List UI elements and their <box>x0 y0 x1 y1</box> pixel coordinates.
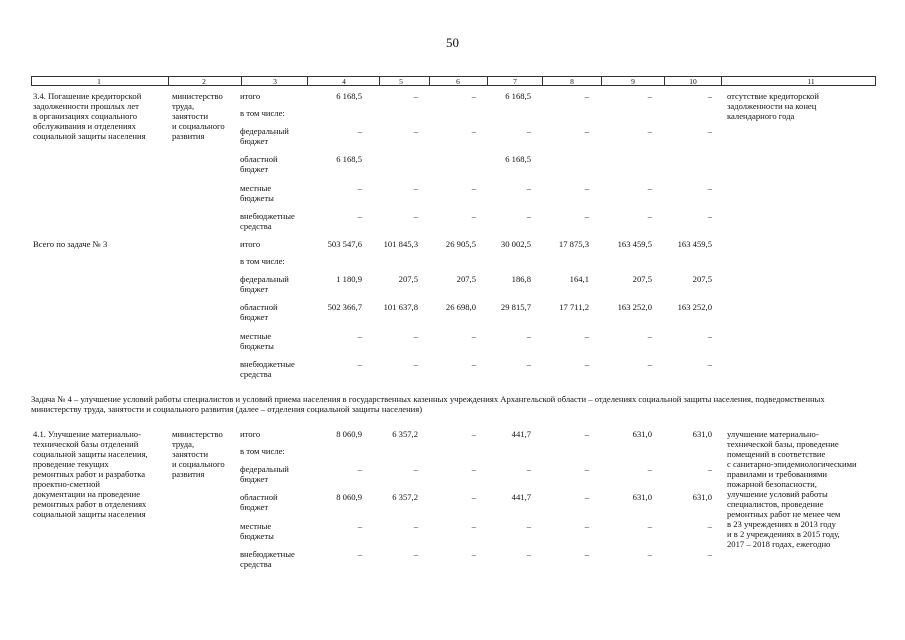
measure-name-line: Всего по задаче № 3 <box>33 239 108 249</box>
amount-cell: 186,8 <box>511 274 531 284</box>
column-number: 4 <box>342 77 346 86</box>
amount-cell: 441,7 <box>511 492 531 502</box>
funding-source-label: итого <box>240 429 261 439</box>
amount-cell: – <box>647 91 652 101</box>
funding-source-label: федеральный <box>240 464 289 474</box>
result-line: пожарной безопасности, <box>727 479 817 489</box>
funding-source-label: бюджет <box>240 312 269 322</box>
amount-cell: – <box>357 464 362 474</box>
amount-cell: 164,1 <box>569 274 589 284</box>
measure-name-line: ремонтных работ и разработка <box>33 469 146 479</box>
funding-source-label: внебюджетные <box>240 549 295 559</box>
amount-cell: 207,5 <box>632 274 652 284</box>
amount-cell: 101 845,3 <box>383 239 418 249</box>
amount-cell: 26 905,5 <box>445 239 476 249</box>
amount-cell: 631,0 <box>632 492 652 502</box>
amount-cell: – <box>413 549 418 559</box>
column-number: 2 <box>202 77 206 86</box>
funding-source-label: бюджет <box>240 284 269 294</box>
amount-cell: – <box>471 359 476 369</box>
amount-cell: – <box>471 521 476 531</box>
amount-cell: – <box>707 521 712 531</box>
measure-name-line: проведение текущих <box>33 459 109 469</box>
amount-cell: 6 357,2 <box>392 429 418 439</box>
result-line: технической базы, проведение <box>727 439 839 449</box>
executor-line: труда, <box>172 101 195 111</box>
page-number: 50 <box>446 35 459 50</box>
amount-cell: 163 252,0 <box>677 302 712 312</box>
amount-cell: 163 459,5 <box>617 239 652 249</box>
amount-cell: – <box>357 359 362 369</box>
amount-cell: – <box>357 183 362 193</box>
funding-source-label: бюджет <box>240 502 269 512</box>
amount-cell: – <box>647 549 652 559</box>
column-divider <box>429 77 430 85</box>
measure-name-line: 4.1. Улучшение материально- <box>33 429 141 439</box>
result-line: и в 2 учреждениях в 2015 году, <box>727 529 840 539</box>
amount-cell: 8 060,9 <box>336 492 362 502</box>
funding-source-label: федеральный <box>240 274 289 284</box>
amount-cell: 163 459,5 <box>677 239 712 249</box>
column-divider <box>307 77 308 85</box>
amount-cell: – <box>584 359 589 369</box>
result-line: улучшение материально- <box>727 429 819 439</box>
funding-source-label: в том числе: <box>240 446 285 456</box>
result-line: помещений в соответствие <box>727 449 826 459</box>
measure-name-line: социальной защиты населения <box>33 131 146 141</box>
amount-cell: 26 698,0 <box>445 302 476 312</box>
column-divider <box>601 77 602 85</box>
amount-cell: – <box>357 126 362 136</box>
amount-cell: – <box>584 91 589 101</box>
amount-cell: – <box>647 211 652 221</box>
funding-source-label: итого <box>240 239 261 249</box>
executor-line: занятости <box>172 449 209 459</box>
amount-cell: 6 168,5 <box>505 154 531 164</box>
amount-cell: 17 711,2 <box>559 302 589 312</box>
column-divider <box>168 77 169 85</box>
result-line: улучшение условий работы <box>727 489 828 499</box>
result-line: задолженности на конец <box>727 101 817 111</box>
funding-source-label: бюджеты <box>240 341 274 351</box>
executor-line: министерство <box>172 429 223 439</box>
executor-line: занятости <box>172 111 209 121</box>
funding-source-label: бюджет <box>240 136 269 146</box>
funding-source-label: областной <box>240 302 278 312</box>
amount-cell: – <box>471 549 476 559</box>
amount-cell: 1 180,9 <box>336 274 362 284</box>
executor-line: и социального <box>172 121 225 131</box>
amount-cell: 29 815,7 <box>500 302 531 312</box>
column-divider <box>379 77 380 85</box>
amount-cell: – <box>413 521 418 531</box>
funding-source-label: итого <box>240 91 261 101</box>
funding-source-label: областной <box>240 154 278 164</box>
amount-cell: – <box>584 549 589 559</box>
amount-cell: – <box>526 464 531 474</box>
column-divider <box>542 77 543 85</box>
funding-source-label: федеральный <box>240 126 289 136</box>
amount-cell: – <box>471 211 476 221</box>
funding-source-label: областной <box>240 492 278 502</box>
amount-cell: – <box>413 126 418 136</box>
funding-source-label: бюджет <box>240 164 269 174</box>
amount-cell: 503 547,6 <box>327 239 362 249</box>
amount-cell: – <box>707 183 712 193</box>
column-number: 11 <box>807 77 815 86</box>
amount-cell: – <box>647 331 652 341</box>
column-number: 6 <box>456 77 460 86</box>
column-divider <box>241 77 242 85</box>
amount-cell: – <box>526 126 531 136</box>
amount-cell: 502 366,7 <box>327 302 362 312</box>
column-number: 10 <box>689 77 697 86</box>
amount-cell: – <box>707 211 712 221</box>
amount-cell: – <box>584 429 589 439</box>
amount-cell: – <box>526 211 531 221</box>
measure-name-line: проектно-сметной <box>33 479 101 489</box>
column-number: 8 <box>570 77 574 86</box>
amount-cell: – <box>471 464 476 474</box>
amount-cell: – <box>584 521 589 531</box>
column-number: 7 <box>513 77 517 86</box>
column-number-header <box>31 76 876 86</box>
result-line: ремонтных работ не менее чем <box>727 509 841 519</box>
amount-cell: – <box>413 359 418 369</box>
measure-name-line: социальной защиты населения <box>33 509 146 519</box>
amount-cell: – <box>471 429 476 439</box>
executor-line: развития <box>172 469 205 479</box>
amount-cell: – <box>471 331 476 341</box>
amount-cell: – <box>357 549 362 559</box>
amount-cell: 17 875,3 <box>558 239 589 249</box>
amount-cell: – <box>526 521 531 531</box>
amount-cell: – <box>413 464 418 474</box>
measure-name-line: ремонтных работ в отделениях <box>33 499 147 509</box>
amount-cell: 6 168,5 <box>505 91 531 101</box>
amount-cell: 207,5 <box>456 274 476 284</box>
funding-source-label: бюджеты <box>240 531 274 541</box>
executor-line: и социального <box>172 459 225 469</box>
column-number: 1 <box>97 77 101 86</box>
amount-cell: – <box>413 211 418 221</box>
amount-cell: – <box>647 464 652 474</box>
amount-cell: – <box>357 211 362 221</box>
amount-cell: 101 637,8 <box>383 302 418 312</box>
funding-source-label: бюджет <box>240 474 269 484</box>
funding-source-label: бюджеты <box>240 193 274 203</box>
measure-name-line: задолженности прошлых лет <box>33 101 139 111</box>
funding-source-label: внебюджетные <box>240 359 295 369</box>
amount-cell: – <box>647 359 652 369</box>
executor-line: министерство <box>172 91 223 101</box>
result-line: 2017 – 2018 годах, ежегодно <box>727 539 831 549</box>
amount-cell: – <box>526 183 531 193</box>
amount-cell: – <box>647 126 652 136</box>
column-number: 9 <box>631 77 635 86</box>
amount-cell: 6 357,2 <box>392 492 418 502</box>
result-line: календарного года <box>727 111 795 121</box>
amount-cell: – <box>584 183 589 193</box>
measure-name-line: документации на проведение <box>33 489 141 499</box>
funding-source-label: внебюджетные <box>240 211 295 221</box>
executor-line: развития <box>172 131 205 141</box>
amount-cell: – <box>707 331 712 341</box>
amount-cell: 631,0 <box>692 492 712 502</box>
amount-cell: – <box>357 331 362 341</box>
amount-cell: – <box>584 492 589 502</box>
result-line: с санитарно-эпидемиологическими <box>727 459 857 469</box>
column-number: 3 <box>273 77 277 86</box>
measure-name-line: обслуживания и отделениях <box>33 121 136 131</box>
amount-cell: – <box>647 521 652 531</box>
amount-cell: – <box>471 91 476 101</box>
task-4-note: Задача № 4 – улучшение условий работы специалистов и условий приема населения в государственных казенных учреждениях Архангельской области – отделениях социальной защиты населения, подведомственных министерству труда, занятости и социального развития (далее – отделения социальной защиты населения) <box>31 394 825 414</box>
amount-cell: – <box>357 521 362 531</box>
amount-cell: – <box>707 549 712 559</box>
amount-cell: – <box>471 183 476 193</box>
amount-cell: – <box>526 549 531 559</box>
amount-cell: 163 252,0 <box>617 302 652 312</box>
funding-source-label: местные <box>240 521 272 531</box>
measure-name-line: социальной защиты населения, <box>33 449 148 459</box>
funding-source-label: в том числе: <box>240 256 285 266</box>
measure-name-line: в организациях социального <box>33 111 138 121</box>
funding-source-label: средства <box>240 369 272 379</box>
funding-source-label: средства <box>240 559 272 569</box>
executor-line: труда, <box>172 439 195 449</box>
amount-cell: 8 060,9 <box>336 429 362 439</box>
amount-cell: – <box>707 91 712 101</box>
amount-cell: – <box>707 126 712 136</box>
amount-cell: – <box>647 183 652 193</box>
amount-cell: – <box>584 126 589 136</box>
amount-cell: 30 002,5 <box>500 239 531 249</box>
amount-cell: – <box>526 359 531 369</box>
amount-cell: – <box>413 183 418 193</box>
column-number: 5 <box>399 77 403 86</box>
amount-cell: – <box>413 91 418 101</box>
measure-name-line: 3.4. Погашение кредиторской <box>33 91 142 101</box>
amount-cell: – <box>526 331 531 341</box>
amount-cell: – <box>413 331 418 341</box>
amount-cell: 441,7 <box>511 429 531 439</box>
amount-cell: – <box>584 464 589 474</box>
funding-source-label: средства <box>240 221 272 231</box>
amount-cell: 207,5 <box>692 274 712 284</box>
result-line: отсутствие кредиторской <box>727 91 819 101</box>
column-divider <box>487 77 488 85</box>
result-line: специалистов, проведение <box>727 499 824 509</box>
amount-cell: 6 168,5 <box>336 154 362 164</box>
measure-name-line: технической базы отделений <box>33 439 139 449</box>
amount-cell: 6 168,5 <box>336 91 362 101</box>
funding-source-label: местные <box>240 331 272 341</box>
amount-cell: – <box>471 492 476 502</box>
result-line: в 23 учреждениях в 2013 году <box>727 519 836 529</box>
result-line: правилами и требованиями <box>727 469 827 479</box>
funding-source-label: местные <box>240 183 272 193</box>
amount-cell: – <box>707 464 712 474</box>
funding-source-label: в том числе: <box>240 108 285 118</box>
amount-cell: – <box>471 126 476 136</box>
amount-cell: – <box>584 211 589 221</box>
amount-cell: 207,5 <box>398 274 418 284</box>
amount-cell: – <box>707 359 712 369</box>
column-divider <box>664 77 665 85</box>
column-divider <box>721 77 722 85</box>
amount-cell: 631,0 <box>632 429 652 439</box>
amount-cell: – <box>584 331 589 341</box>
amount-cell: 631,0 <box>692 429 712 439</box>
